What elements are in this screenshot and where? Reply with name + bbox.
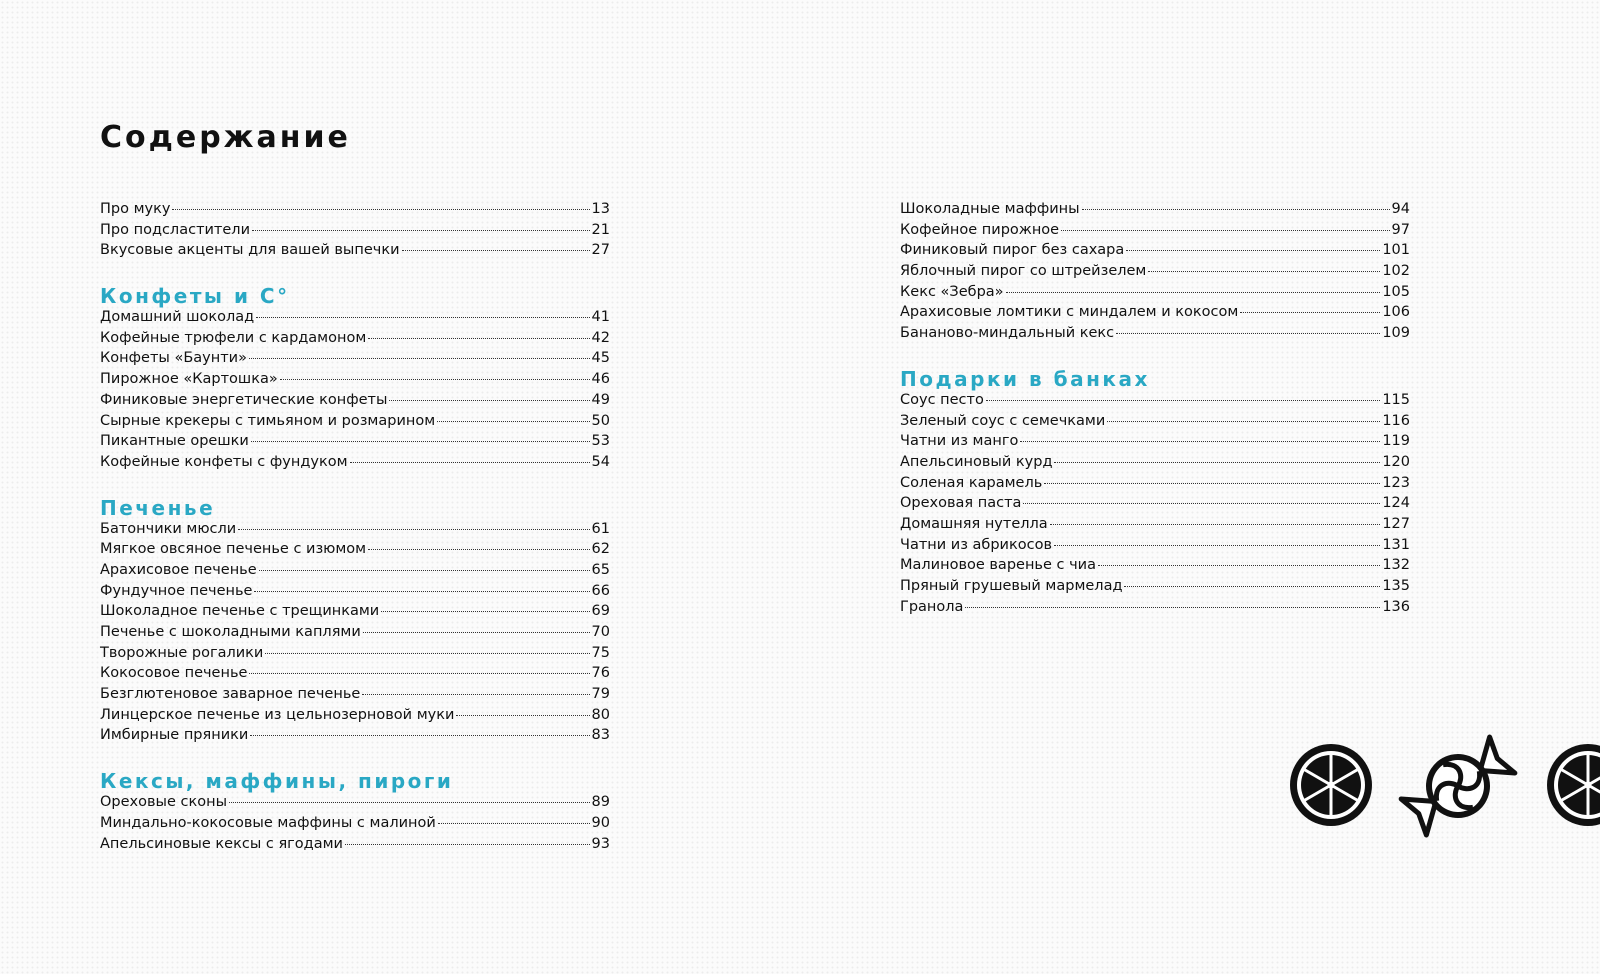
page-number: 46 <box>591 371 610 388</box>
dot-leader <box>1050 524 1381 525</box>
page-number: 89 <box>591 794 610 811</box>
entry-title: Кокосовое печенье <box>100 665 248 682</box>
page-number: 136 <box>1382 598 1410 615</box>
page-number: 27 <box>591 242 610 259</box>
page-number: 21 <box>591 221 610 238</box>
dot-leader <box>1098 565 1380 566</box>
dot-leader <box>345 844 590 845</box>
toc-cakes-continued <box>900 201 1410 346</box>
toc-entry <box>100 392 610 413</box>
dot-leader <box>363 632 590 633</box>
toc-entry <box>900 433 1410 454</box>
page-number: 79 <box>591 686 610 703</box>
entry-title: Сырные крекеры с тимьяном и розмарином <box>100 412 436 429</box>
toc-entry <box>100 433 610 454</box>
entry-title: Про подсластители <box>100 221 250 238</box>
entry-title: Бананово-миндальный кекс <box>900 325 1115 342</box>
toc-section-cookies <box>100 495 610 749</box>
toc-left-column <box>100 201 610 856</box>
dot-leader <box>1107 421 1380 422</box>
section-heading: Конфеты и С° <box>100 284 290 309</box>
page-number: 135 <box>1382 578 1410 594</box>
toc-entry <box>900 516 1410 537</box>
page-number: 65 <box>591 561 610 578</box>
entry-title: Апельсиновые кексы с ягодами <box>100 835 343 852</box>
dot-leader <box>1044 483 1380 484</box>
dot-leader <box>256 317 589 318</box>
entry-title: Печенье с шоколадными каплями <box>100 624 361 640</box>
entry-title: Безглютеновое заварное печенье <box>100 686 361 703</box>
toc-entry <box>900 284 1410 305</box>
page-number: 54 <box>591 453 610 470</box>
toc-entry <box>100 645 610 666</box>
entry-title: Кофейное пирожное <box>900 221 1060 238</box>
toc-entry <box>900 263 1410 284</box>
entry-title: Соленая карамель <box>900 474 1043 491</box>
toc-entry <box>900 495 1410 516</box>
entry-title: Кофейные конфеты с фундуком <box>100 453 348 470</box>
entry-title: Шоколадное печенье с трещинками <box>100 603 380 620</box>
dot-leader <box>389 400 589 401</box>
dot-leader <box>249 358 590 359</box>
dot-leader <box>252 230 590 231</box>
entry-title: Арахисовое печенье <box>100 561 257 578</box>
toc-entry <box>100 836 610 857</box>
page-number: 76 <box>591 665 610 682</box>
dot-leader <box>1061 230 1389 231</box>
page-number: 66 <box>591 582 610 599</box>
page-number: 119 <box>1382 433 1410 450</box>
toc-entry <box>100 686 610 707</box>
toc-entry <box>900 325 1410 346</box>
toc-section-candies <box>100 283 610 475</box>
entry-title: Арахисовые ломтики с миндалем и кокосом <box>900 304 1239 321</box>
entry-title: Апельсиновый курд <box>900 453 1053 470</box>
toc-entry <box>100 794 610 815</box>
toc-entry <box>900 222 1410 243</box>
dot-leader <box>438 823 590 824</box>
toc-entry <box>100 371 610 392</box>
citrus-slice-icon <box>1288 742 1374 828</box>
toc-entry <box>900 392 1410 413</box>
dot-leader <box>437 421 589 422</box>
dot-leader <box>350 462 590 463</box>
wrapped-candy-icon <box>1396 724 1520 848</box>
dot-leader <box>251 441 590 442</box>
entry-title: Кекс «Зебра» <box>900 283 1004 300</box>
dot-leader <box>250 735 589 736</box>
page-number: 90 <box>591 814 610 831</box>
page-number: 93 <box>591 835 610 852</box>
toc-entry <box>100 350 610 371</box>
toc-entry <box>100 603 610 624</box>
section-heading: Подарки в банках <box>900 366 1150 391</box>
page-number: 50 <box>591 412 610 429</box>
entry-title: Пикантные орешки <box>100 433 249 450</box>
page-number: 115 <box>1382 391 1410 408</box>
dot-leader <box>238 529 589 530</box>
toc-entry <box>100 242 610 263</box>
entry-title: Чатни из манго <box>900 433 1019 450</box>
page-number: 94 <box>1391 201 1410 217</box>
page-number: 124 <box>1382 495 1410 512</box>
toc-entry <box>100 222 610 243</box>
page-number: 62 <box>591 541 610 558</box>
dot-leader <box>254 591 589 592</box>
dot-leader <box>381 611 589 612</box>
toc-entry <box>100 541 610 562</box>
entry-title: Малиновое варенье с чиа <box>900 557 1096 574</box>
toc-entry <box>100 624 610 645</box>
page-number: 69 <box>591 603 610 620</box>
page-number: 132 <box>1382 557 1410 574</box>
toc-entry <box>900 413 1410 434</box>
dot-leader <box>280 379 590 380</box>
toc-entry <box>900 557 1410 578</box>
dot-leader <box>456 715 589 716</box>
toc-entry <box>100 454 610 475</box>
entry-title: Финиковые энергетические конфеты <box>100 391 388 408</box>
entry-title: Зеленый соус с семечками <box>900 412 1106 429</box>
dot-leader <box>1020 441 1380 442</box>
entry-title: Ореховые сконы <box>100 794 228 811</box>
entry-title: Имбирные пряники <box>100 727 249 744</box>
dot-leader <box>249 673 589 674</box>
toc-entry <box>900 578 1410 599</box>
dot-leader <box>965 607 1380 608</box>
dot-leader <box>368 338 589 339</box>
entry-title: Конфеты «Баунти» <box>100 350 247 367</box>
page-number: 75 <box>591 644 610 661</box>
page-number: 102 <box>1382 263 1410 280</box>
entry-title: Вкусовые акценты для вашей выпечки <box>100 242 400 259</box>
page-title: Содержание <box>100 120 351 155</box>
page-number: 105 <box>1382 283 1410 300</box>
entry-title: Ореховая паста <box>900 495 1022 512</box>
entry-title: Пирожное «Картошка» <box>100 371 278 388</box>
citrus-slice-icon <box>1545 742 1600 828</box>
entry-title: Соус песто <box>900 391 984 408</box>
page-number: 101 <box>1382 242 1410 259</box>
entry-title: Миндально-кокосовые маффины с малиной <box>100 814 436 831</box>
entry-title: Мягкое овсяное печенье с изюмом <box>100 541 367 558</box>
entry-title: Домашняя нутелла <box>900 515 1048 532</box>
page-number: 53 <box>591 433 610 450</box>
page-number: 116 <box>1382 412 1410 429</box>
toc-entry <box>100 309 610 330</box>
toc-entry <box>100 583 610 604</box>
page-number: 45 <box>591 350 610 367</box>
dot-leader <box>1082 209 1390 210</box>
toc-entry <box>100 413 610 434</box>
entry-title: Пряный грушевый мармелад <box>900 578 1123 594</box>
dot-leader <box>1054 462 1380 463</box>
toc-entry <box>900 454 1410 475</box>
toc-entry <box>900 304 1410 325</box>
toc-intro-section <box>100 201 610 263</box>
toc-entry <box>900 475 1410 496</box>
page-number: 97 <box>1391 221 1410 238</box>
entry-title: Фундучное печенье <box>100 582 253 599</box>
dot-leader <box>1054 545 1380 546</box>
toc-section-cakes <box>100 768 610 856</box>
page-number: 80 <box>591 706 610 723</box>
page-number: 127 <box>1382 515 1410 532</box>
dot-leader <box>1148 271 1380 272</box>
toc-right-column <box>900 201 1410 619</box>
entry-title: Батончики мюсли <box>100 520 237 537</box>
dot-leader <box>259 570 590 571</box>
section-heading: Печенье <box>100 495 216 520</box>
dot-leader <box>1116 333 1380 334</box>
toc-entry <box>100 727 610 748</box>
entry-title: Шоколадные маффины <box>900 201 1080 217</box>
dot-leader <box>986 400 1380 401</box>
entry-title: Гранола <box>900 598 964 615</box>
toc-entry <box>100 330 610 351</box>
dot-leader <box>362 694 589 695</box>
page-number: 83 <box>591 727 610 744</box>
entry-title: Кофейные трюфели с кардамоном <box>100 329 367 346</box>
dot-leader <box>265 653 589 654</box>
page-number: 13 <box>591 201 610 217</box>
entry-title: Чатни из абрикосов <box>900 536 1053 553</box>
toc-section-gifts <box>900 366 1410 620</box>
entry-title: Домашний шоколад <box>100 309 255 326</box>
dot-leader <box>172 209 589 210</box>
entry-title: Про муку <box>100 201 171 217</box>
dot-leader <box>402 250 590 251</box>
toc-entry <box>900 537 1410 558</box>
dot-leader <box>229 802 590 803</box>
page-number: 106 <box>1382 304 1410 321</box>
page-number: 109 <box>1382 325 1410 342</box>
dot-leader <box>368 549 589 550</box>
toc-entry <box>100 815 610 836</box>
toc-entry <box>100 521 610 542</box>
toc-entry <box>100 562 610 583</box>
dot-leader <box>1126 250 1380 251</box>
section-heading: Кексы, маффины, пироги <box>100 769 454 794</box>
page-number: 70 <box>591 624 610 640</box>
entry-title: Творожные рогалики <box>100 644 264 661</box>
toc-entry <box>100 707 610 728</box>
toc-entry <box>900 201 1410 222</box>
toc-entry <box>100 665 610 686</box>
entry-title: Яблочный пирог со штрейзелем <box>900 263 1147 280</box>
page-number: 131 <box>1382 536 1410 553</box>
entry-title: Линцерское печенье из цельнозерновой муки <box>100 706 455 723</box>
toc-entry <box>100 201 610 222</box>
page-number: 41 <box>591 309 610 326</box>
dot-leader <box>1124 586 1380 587</box>
page-number: 49 <box>591 391 610 408</box>
dot-leader <box>1023 503 1380 504</box>
page-number: 120 <box>1382 453 1410 470</box>
page-number: 123 <box>1382 474 1410 491</box>
dot-leader <box>1006 292 1381 293</box>
page-number: 61 <box>591 520 610 537</box>
entry-title: Финиковый пирог без сахара <box>900 242 1125 259</box>
dot-leader <box>1240 312 1380 313</box>
toc-entry <box>900 599 1410 620</box>
page-number: 42 <box>591 329 610 346</box>
toc-entry <box>900 242 1410 263</box>
